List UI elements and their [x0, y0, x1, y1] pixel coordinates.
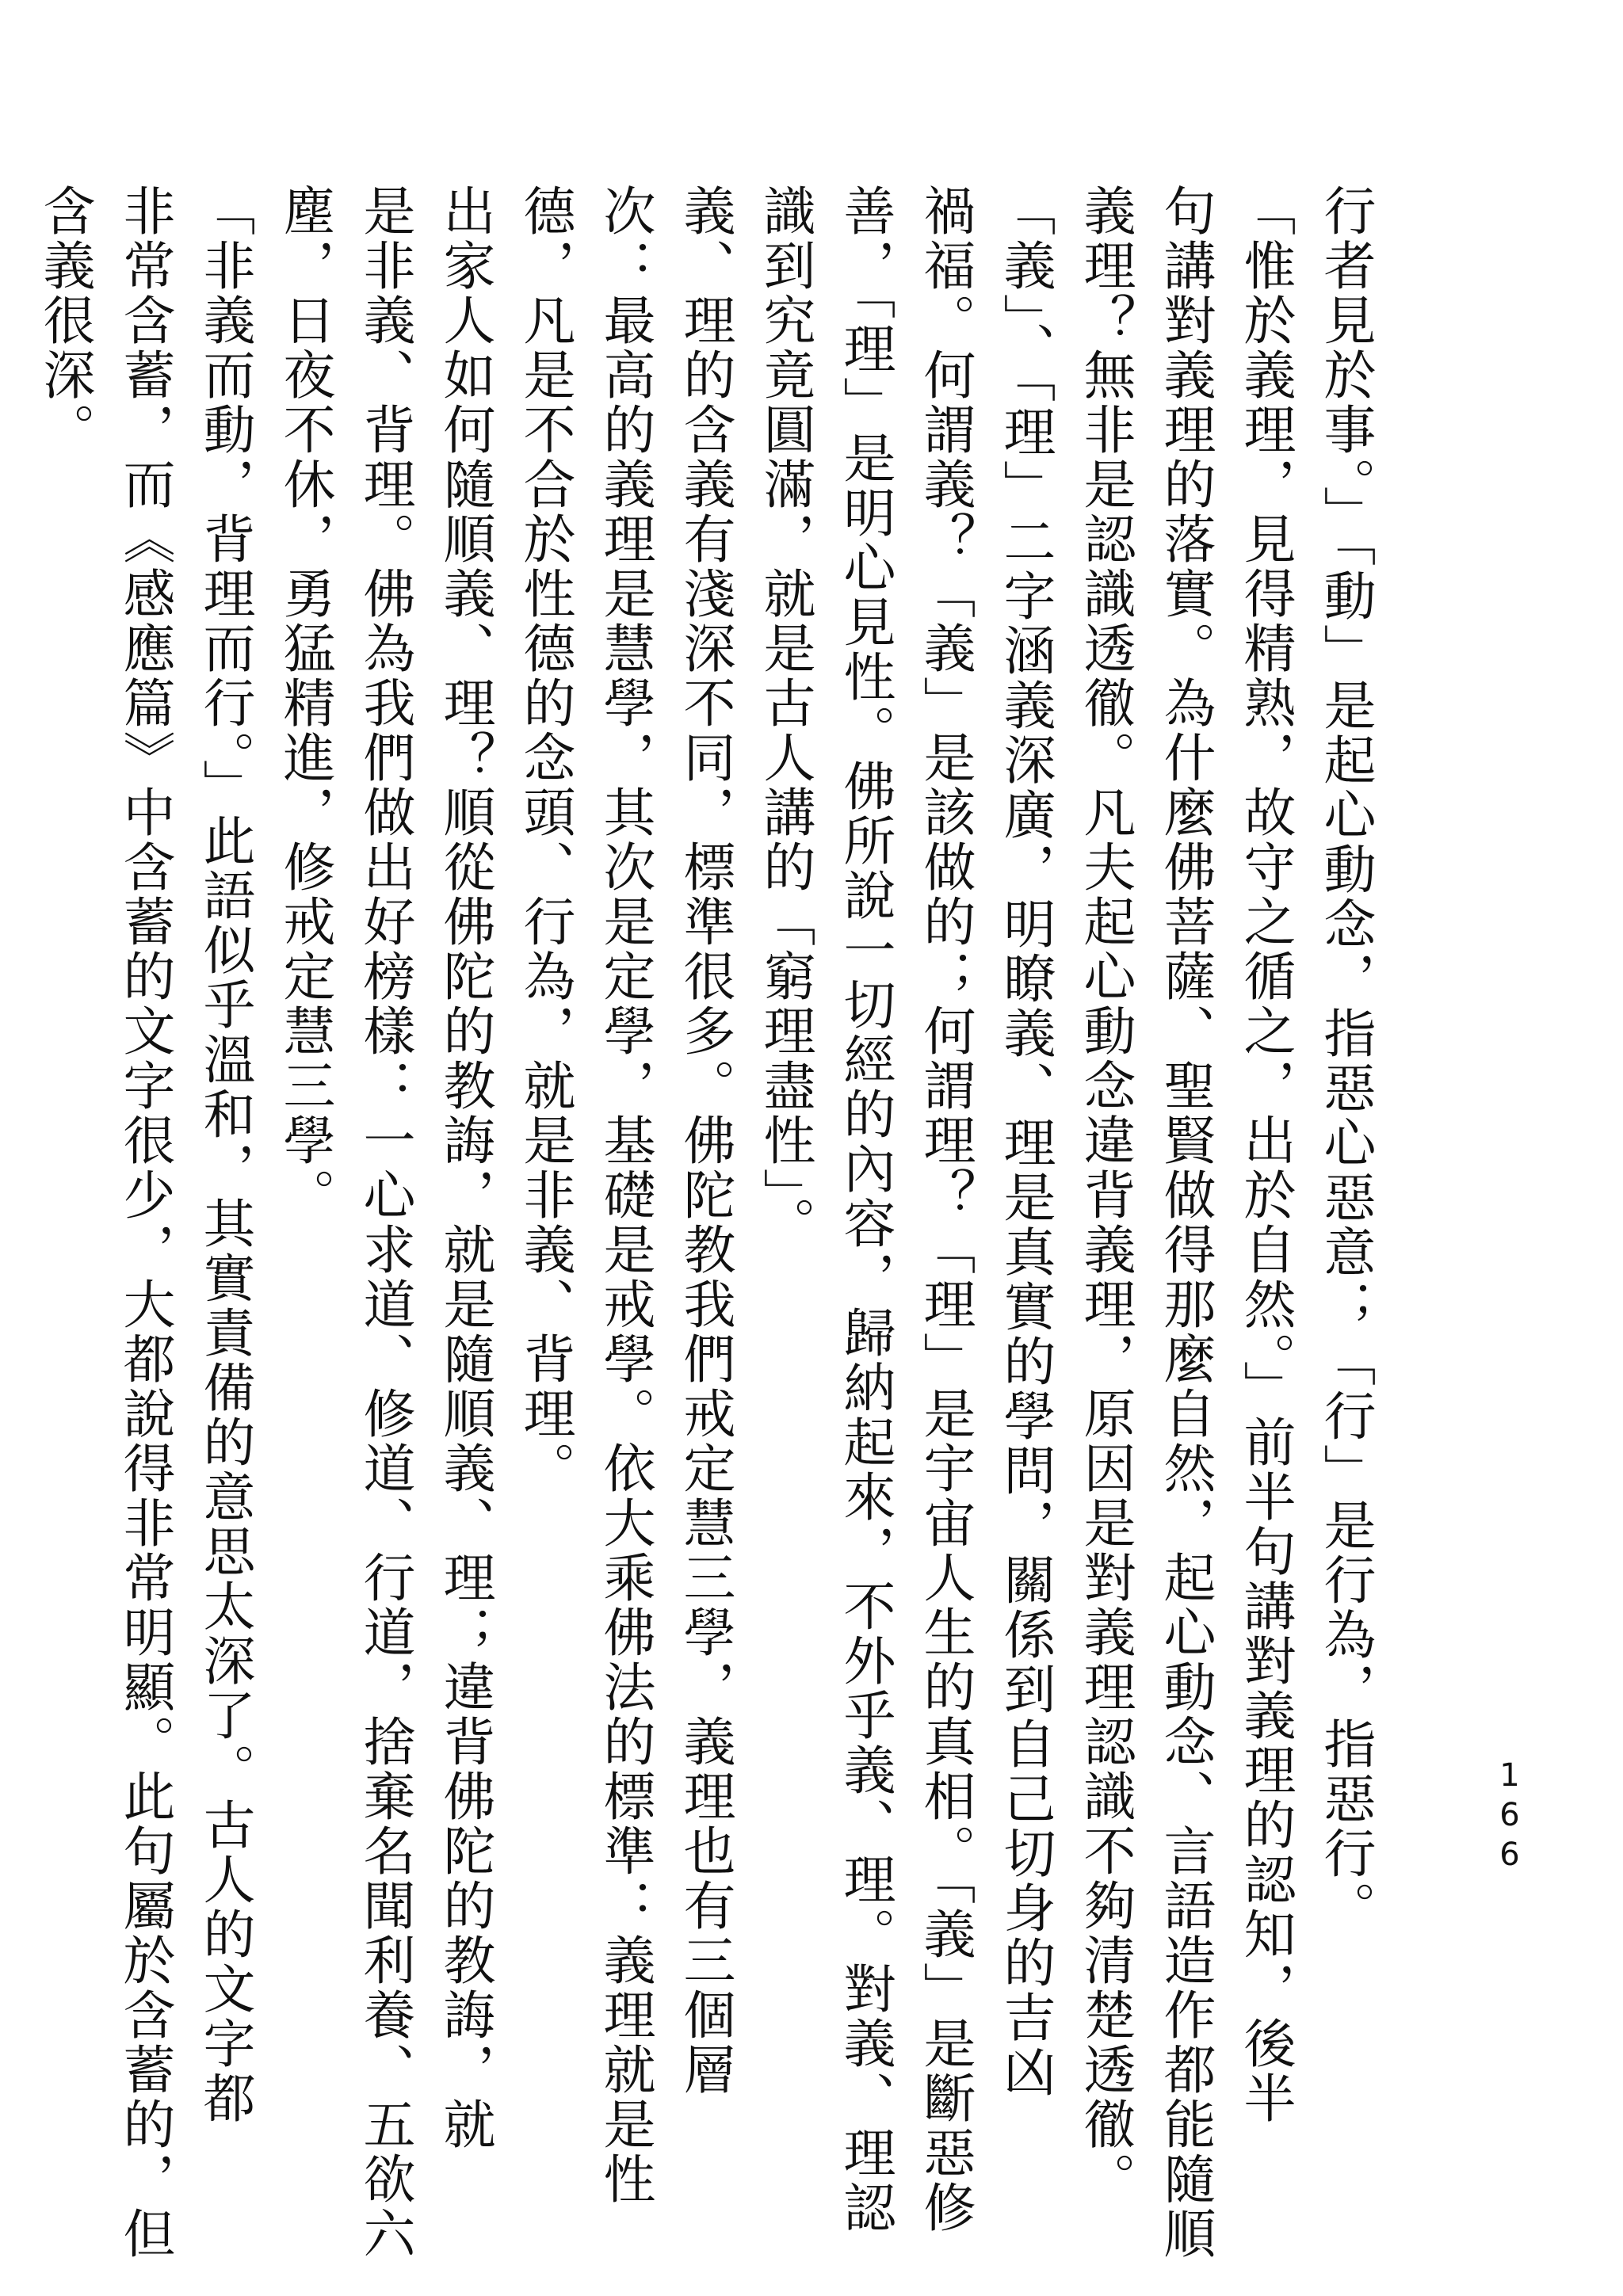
text-line: 是非義、背理。佛為我們做出好榜樣：一心求道、修道、行道，捨棄名聞利養、五欲六 — [354, 184, 415, 2261]
text-line: 含義很深。 — [34, 184, 95, 457]
text-line: 善，「理」是明心見性。佛所說一切經的內容，歸納起來，不外乎義、理。對義、理認 — [834, 184, 896, 2235]
page-number: 166 — [1491, 1757, 1528, 1876]
text-line: 「惟於義理，見得精熟，故守之循之，出於自然。」前半句講對義理的認知，後半 — [1235, 184, 1296, 2126]
text-line: 出家人如何隨順義、理？順從佛陀的教誨，就是隨順義、理；違背佛陀的教誨，就 — [434, 184, 495, 2152]
text-line: 「義」、「理」二字涵義深廣，明瞭義、理是真實的學問，關係到自己切身的吉凶 — [995, 184, 1056, 2100]
text-line: 義、理的含義有淺深不同，標準很多。佛陀教我們戒定慧三學，義理也有三個層 — [674, 184, 735, 2097]
text-line: 「非義而動，背理而行。」此語似乎溫和，其實責備的意思太深了。古人的文字都 — [194, 184, 255, 2126]
text-line: 禍福。何謂義？「義」是該做的；何謂理？「理」是宇宙人生的真相。「義」是斷惡修 — [915, 184, 976, 2235]
text-line: 識到究竟圓滿，就是古人講的「窮理盡性」。 — [754, 184, 815, 1251]
text-line: 非常含蓄，而《感應篇》中含蓄的文字很少，大都說得非常明顯。此句屬於含蓄的，但 — [114, 184, 175, 2261]
text-line: 句講對義理的落實。為什麼佛菩薩、聖賢做得那麼自然，起心動念、言語造作都能隨順 — [1155, 184, 1216, 2261]
vertical-text-body — [34, 184, 1385, 2261]
text-line: 次：最高的義理是慧學，其次是定學，基礎是戒學。依大乘佛法的標準：義理就是性 — [594, 184, 655, 2206]
text-line: 義理？無非是認識透徹。凡夫起心動念違背義理，原因是對義理認識不夠清楚透徹。 — [1075, 184, 1136, 2206]
text-line: 塵，日夜不休，勇猛精進，修戒定慧三學。 — [274, 184, 335, 1222]
text-line: 行者見於事。」「動」是起心動念，指惡心惡意；「行」是行為，指惡行。 — [1315, 184, 1376, 1936]
text-line: 德，凡是不合於性德的念頭、行為，就是非義、背理。 — [514, 184, 575, 1496]
